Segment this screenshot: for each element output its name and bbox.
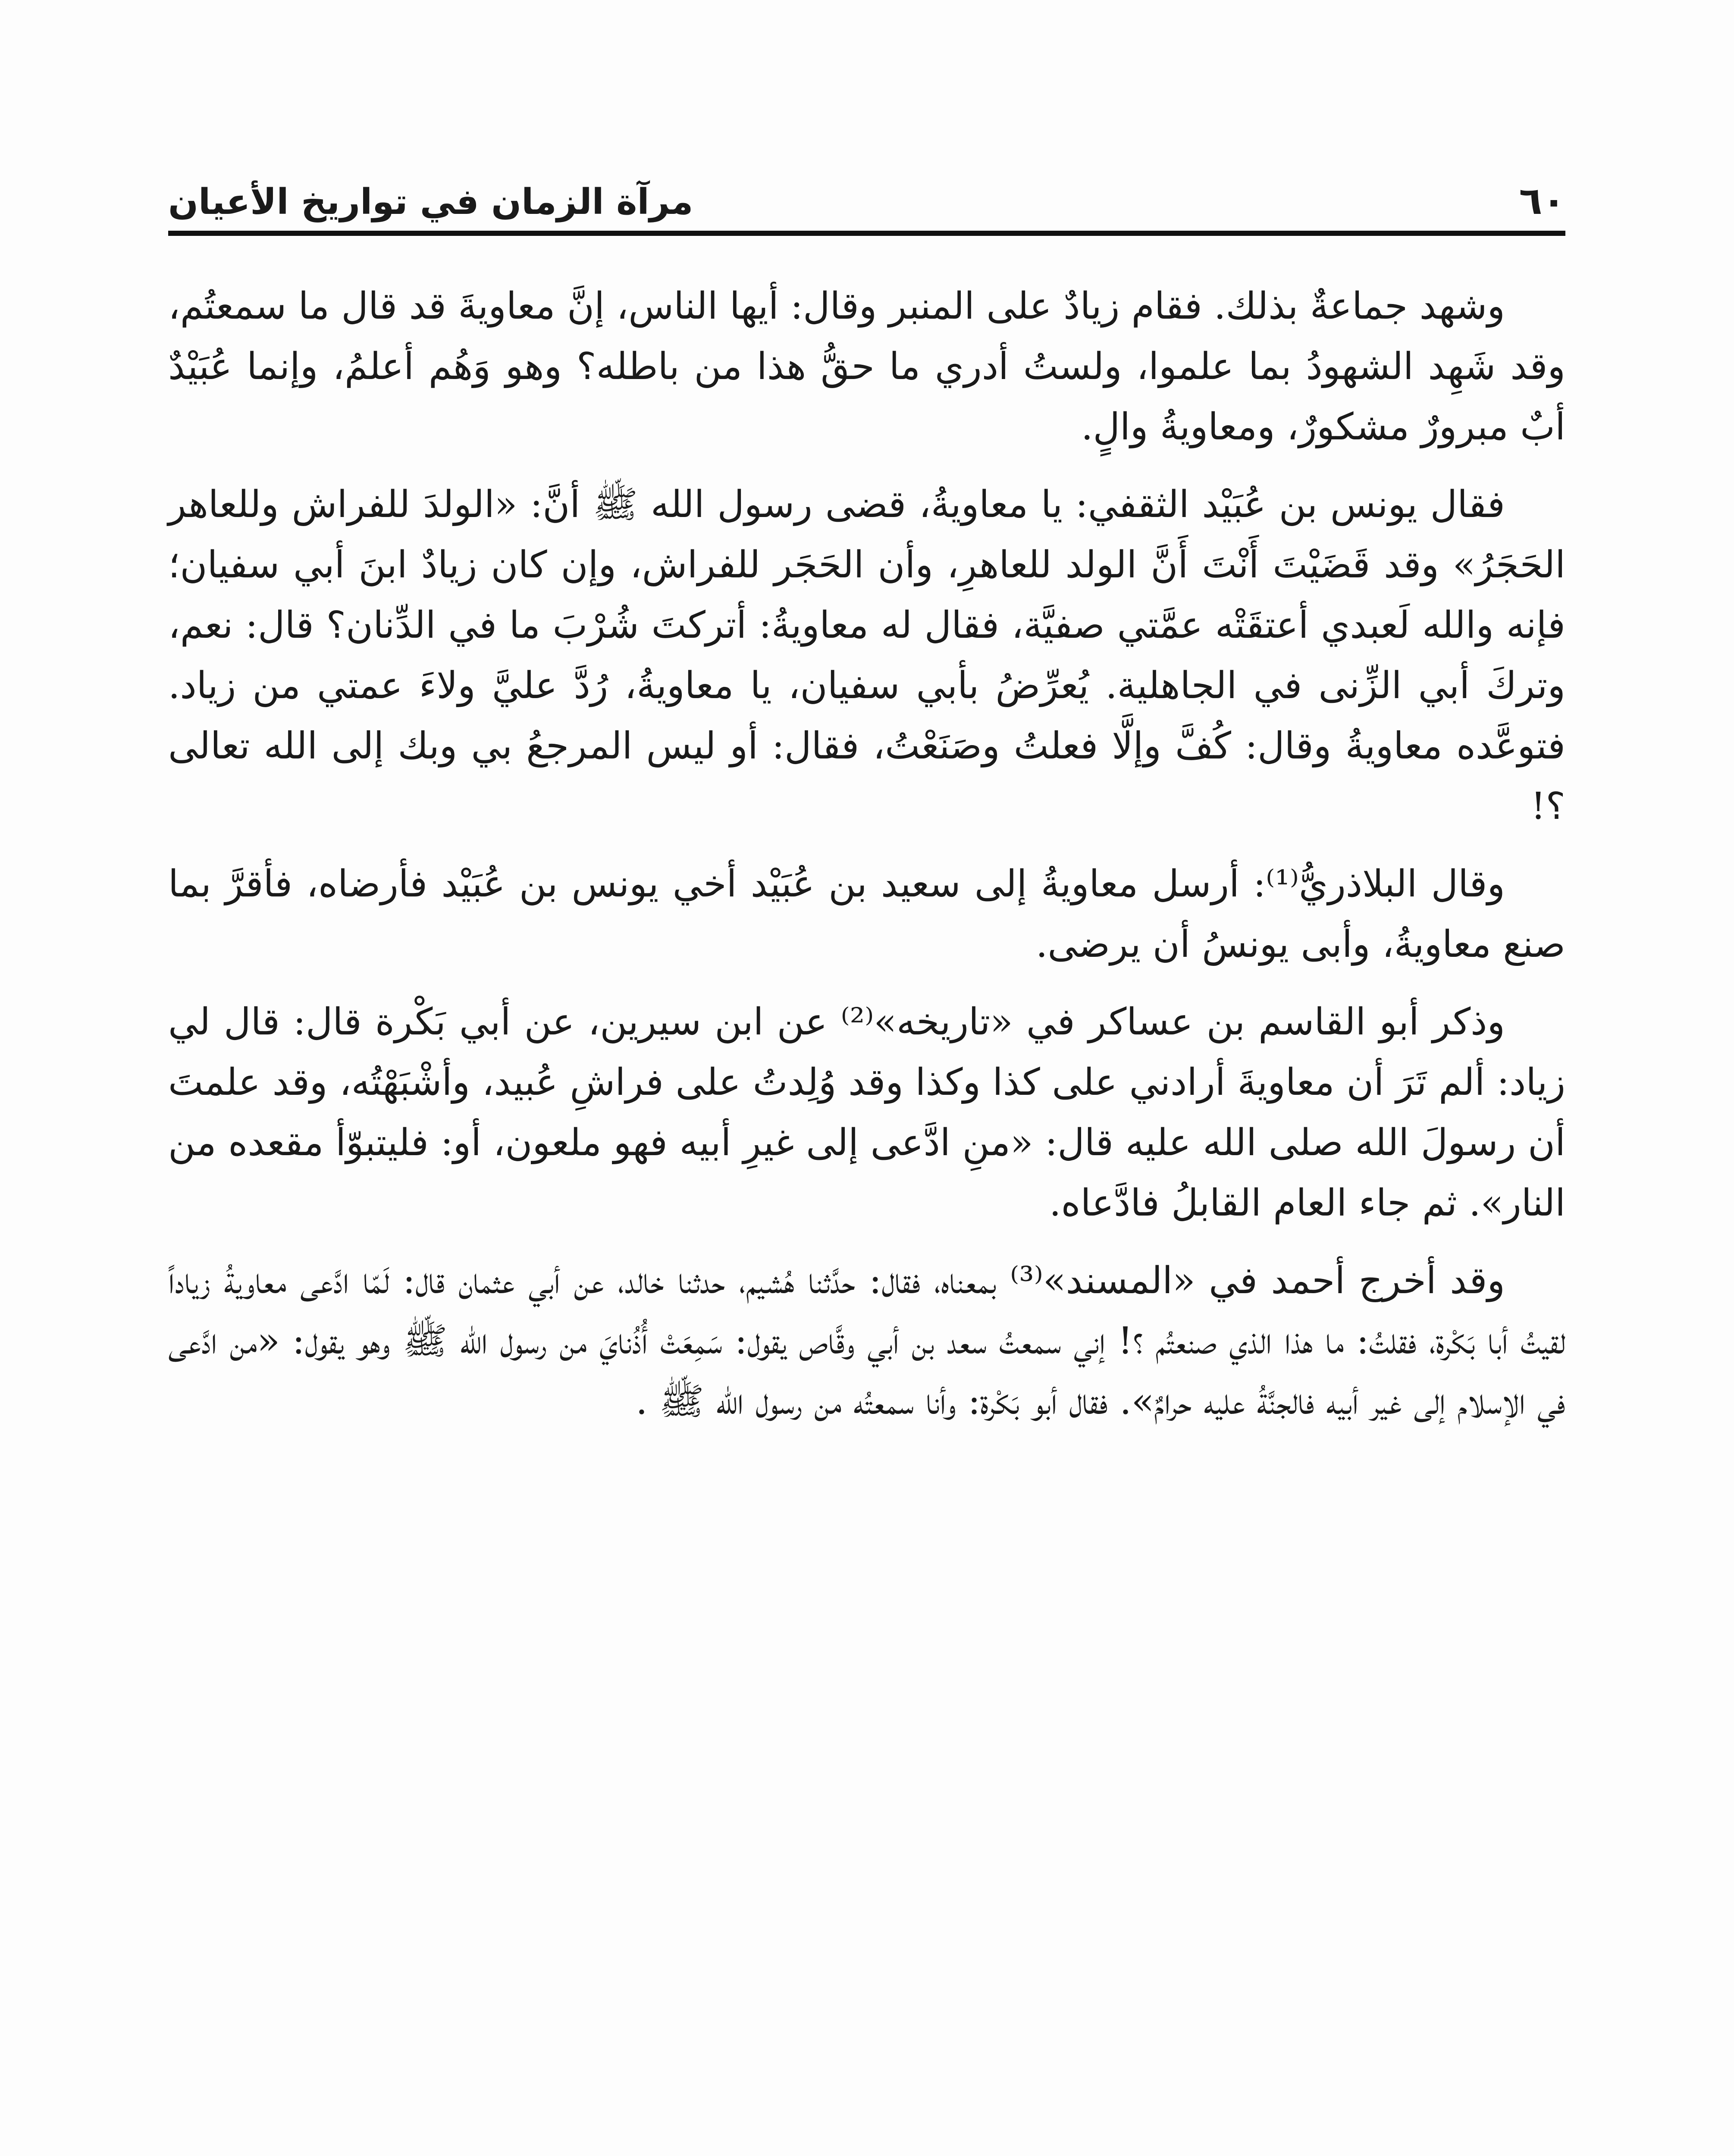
page-header (168, 155, 1565, 223)
paragraph: وشهد جماعةٌ بذلك. فقام زيادٌ على المنبر وقال: أيها الناس، إنَّ معاويةَ قد قال ما سمعتُم، وقد شَهِد الشهودُ بما علموا، ولستُ أدري ما حقُّ هذا من باطله؟ وهو وَهُم أعلمُ، وإنما عُبَيْدٌ أبٌ مبرورٌ مشكورٌ، ومعاويةُ والٍ. (168, 285, 1565, 448)
paragraph: وذكر أبو القاسم بن عساكر في «تاريخه»⁽²⁾ عن ابن سيرين، عن أبي بَكْرة قال: قال لي زياد: ألم تَرَ أن معاويةَ أرادني على كذا وكذا وقد وُلِدتُ على فراشِ عُبيد، وأشْبَهْتُه، وقد علمتَ أن رسولَ الله صلى الله عليه قال: «منِ ادَّعى إلى غيرِ أبيه فهو ملعون، أو: فليتبوّأ مقعده من النار». ثم جاء العام القابلُ فادَّعاه. (168, 1000, 1565, 1225)
paragraph: وقال البلاذريُّ⁽¹⁾: أرسل معاويةُ إلى سعيد بن عُبَيْد أخي يونس بن عُبَيْد فأرضاه، فأقرَّ بما صنع معاويةُ، وأبى يونسُ أن يرضى. (168, 862, 1565, 966)
main-text (168, 276, 1565, 1449)
header-rule (168, 231, 1565, 236)
paragraph: وقد أخرج أحمد في «المسند»⁽³⁾ بمعناه، فقال: حدَّثنا هُشيم، حدثنا خالد، عن أبي عثمان قال: لَمّا ادَّعى معاويةُ زياداً لقيتُ أبا بَكْرة، فقلتُ: ما هذا الذي صنعتُم ؟! إني سمعتُ سعد بن أبي وقَّاص يقول: سَمِعَتْ أُذُنايَ من رسول الله ﷺ وهو يقول: «من ادَّعى في الإسلام إلى غير أبيه فالجنَّةُ عليه حرامٌ». فقال أبو بَكْرة: وأنا سمعتُه من رسول الله ﷺ . (168, 1259, 1565, 1423)
page-number: ٦٠ (1519, 179, 1565, 223)
running-title: مرآة الزمان في تواريخ الأعيان (168, 182, 693, 222)
paragraph: فقال يونس بن عُبَيْد الثقفي: يا معاويةُ، قضى رسول الله ﷺ أنَّ: «الولدَ للفراش وللعاهر الحَجَرُ» وقد قَضَيْتَ أَنْتَ أَنَّ الولد للعاهرِ، وأن الحَجَر للفراش، وإن كان زيادٌ ابنَ أبي سفيان؛ فإنه والله لَعبدي أعتقَتْه عمَّتي صفيَّة، فقال له معاويةُ: أتركتَ شُرْبَ ما في الدِّنان؟ قال: نعم، وتركَ أبي الزِّنى في الجاهلية. يُعرِّضُ بأبي سفيان، يا معاويةُ، رُدَّ عليَّ ولاءَ عمتي من زياد. فتوعَّده معاويةُ وقال: كُفَّ وإلَّا فعلتُ وصَنَعْتُ، فقال: أو ليس المرجعُ بي وبك إلى الله تعالى ؟! (168, 483, 1565, 828)
